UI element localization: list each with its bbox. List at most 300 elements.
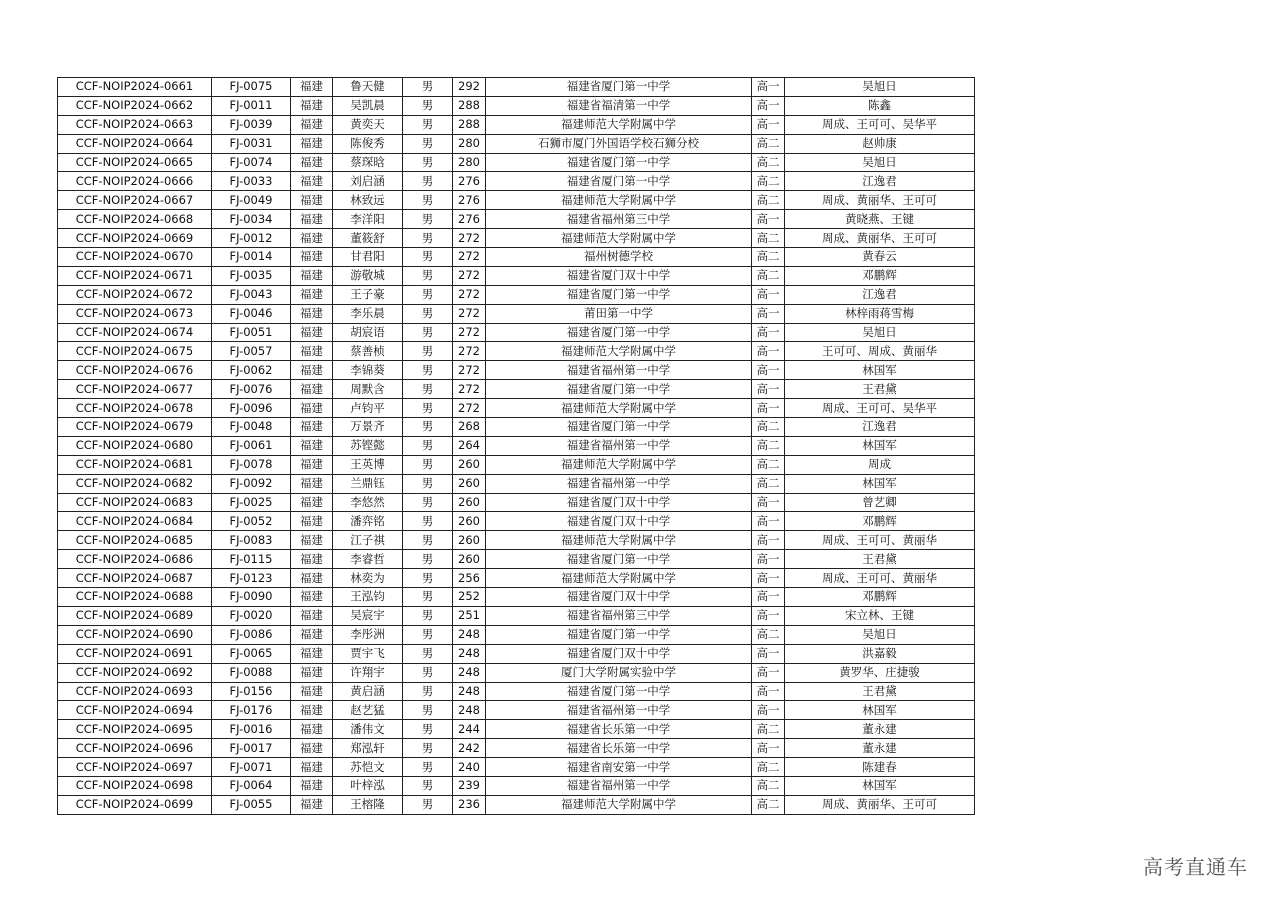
school-cell: 福建省厦门第一中学 (486, 418, 752, 437)
table-row (58, 172, 975, 191)
student-name-cell: 潘弈铭 (333, 512, 403, 531)
candidate-id-cell: CCF-NOIP2024-0665 (58, 153, 212, 172)
results-table (57, 77, 975, 815)
coach-cell: 林国军 (785, 776, 975, 795)
candidate-id-cell: CCF-NOIP2024-0671 (58, 266, 212, 285)
province-code-cell: FJ-0011 (212, 96, 291, 115)
province-cell: 福建 (291, 323, 333, 342)
gender-cell: 男 (403, 512, 453, 531)
coach-cell: 周成、黄丽华、王可可 (785, 191, 975, 210)
school-cell: 福建省厦门第一中学 (486, 78, 752, 97)
province-code-cell: FJ-0014 (212, 248, 291, 267)
school-cell: 福建师范大学附属中学 (486, 115, 752, 134)
school-cell: 福建省厦门双十中学 (486, 493, 752, 512)
school-cell: 福建省福州第三中学 (486, 606, 752, 625)
province-cell: 福建 (291, 285, 333, 304)
gender-cell: 男 (403, 210, 453, 229)
gender-cell: 男 (403, 795, 453, 814)
grade-cell: 高二 (752, 191, 785, 210)
school-cell: 福建省福州第一中学 (486, 776, 752, 795)
coach-cell: 陈建春 (785, 758, 975, 777)
score-cell: 268 (453, 418, 486, 437)
province-code-cell: FJ-0071 (212, 758, 291, 777)
coach-cell: 赵帅康 (785, 134, 975, 153)
school-cell: 福建省福州第一中学 (486, 436, 752, 455)
school-cell: 厦门大学附属实验中学 (486, 663, 752, 682)
coach-cell: 吴旭日 (785, 153, 975, 172)
school-cell: 福建省厦门第一中学 (486, 625, 752, 644)
province-cell: 福建 (291, 776, 333, 795)
table-row (58, 96, 975, 115)
coach-cell: 周成、王可可、黄丽华 (785, 569, 975, 588)
student-name-cell: 王子豪 (333, 285, 403, 304)
province-code-cell: FJ-0039 (212, 115, 291, 134)
student-name-cell: 李睿哲 (333, 550, 403, 569)
table-row (58, 682, 975, 701)
student-name-cell: 李悠然 (333, 493, 403, 512)
candidate-id-cell: CCF-NOIP2024-0662 (58, 96, 212, 115)
grade-cell: 高二 (752, 474, 785, 493)
gender-cell: 男 (403, 474, 453, 493)
score-cell: 272 (453, 248, 486, 267)
province-cell: 福建 (291, 399, 333, 418)
province-code-cell: FJ-0083 (212, 531, 291, 550)
table-row (58, 361, 975, 380)
grade-cell: 高一 (752, 606, 785, 625)
gender-cell: 男 (403, 399, 453, 418)
grade-cell: 高一 (752, 342, 785, 361)
student-name-cell: 蔡善桢 (333, 342, 403, 361)
table-row (58, 304, 975, 323)
coach-cell: 江逸君 (785, 172, 975, 191)
score-cell: 272 (453, 399, 486, 418)
school-cell: 福建省厦门第一中学 (486, 682, 752, 701)
school-cell: 石狮市厦门外国语学校石狮分校 (486, 134, 752, 153)
grade-cell: 高二 (752, 418, 785, 437)
candidate-id-cell: CCF-NOIP2024-0693 (58, 682, 212, 701)
coach-cell: 曾艺卿 (785, 493, 975, 512)
score-cell: 276 (453, 191, 486, 210)
province-cell: 福建 (291, 739, 333, 758)
gender-cell: 男 (403, 569, 453, 588)
student-name-cell: 甘君阳 (333, 248, 403, 267)
school-cell: 福建师范大学附属中学 (486, 229, 752, 248)
province-code-cell: FJ-0043 (212, 285, 291, 304)
gender-cell: 男 (403, 436, 453, 455)
school-cell: 莆田第一中学 (486, 304, 752, 323)
province-code-cell: FJ-0123 (212, 569, 291, 588)
candidate-id-cell: CCF-NOIP2024-0686 (58, 550, 212, 569)
candidate-id-cell: CCF-NOIP2024-0689 (58, 606, 212, 625)
candidate-id-cell: CCF-NOIP2024-0680 (58, 436, 212, 455)
gender-cell: 男 (403, 588, 453, 607)
grade-cell: 高一 (752, 78, 785, 97)
province-cell: 福建 (291, 304, 333, 323)
province-code-cell: FJ-0096 (212, 399, 291, 418)
province-cell: 福建 (291, 455, 333, 474)
coach-cell: 周成、黄丽华、王可可 (785, 229, 975, 248)
student-name-cell: 万景齐 (333, 418, 403, 437)
coach-cell: 周成、王可可、吴华平 (785, 115, 975, 134)
coach-cell: 周成、王可可、黄丽华 (785, 531, 975, 550)
grade-cell: 高一 (752, 701, 785, 720)
score-cell: 248 (453, 625, 486, 644)
school-cell: 福建省福州第三中学 (486, 210, 752, 229)
grade-cell: 高一 (752, 550, 785, 569)
gender-cell: 男 (403, 455, 453, 474)
student-name-cell: 苏铿懿 (333, 436, 403, 455)
coach-cell: 宋立林、王键 (785, 606, 975, 625)
score-cell: 272 (453, 380, 486, 399)
student-name-cell: 吴凯晨 (333, 96, 403, 115)
candidate-id-cell: CCF-NOIP2024-0696 (58, 739, 212, 758)
gender-cell: 男 (403, 758, 453, 777)
score-cell: 280 (453, 153, 486, 172)
candidate-id-cell: CCF-NOIP2024-0667 (58, 191, 212, 210)
coach-cell: 王君黛 (785, 682, 975, 701)
score-cell: 251 (453, 606, 486, 625)
student-name-cell: 周默含 (333, 380, 403, 399)
score-cell: 248 (453, 682, 486, 701)
province-code-cell: FJ-0076 (212, 380, 291, 399)
province-code-cell: FJ-0062 (212, 361, 291, 380)
coach-cell: 洪嘉毅 (785, 644, 975, 663)
candidate-id-cell: CCF-NOIP2024-0685 (58, 531, 212, 550)
province-cell: 福建 (291, 153, 333, 172)
school-cell: 福建省长乐第一中学 (486, 739, 752, 758)
grade-cell: 高一 (752, 493, 785, 512)
candidate-id-cell: CCF-NOIP2024-0670 (58, 248, 212, 267)
province-code-cell: FJ-0046 (212, 304, 291, 323)
province-code-cell: FJ-0086 (212, 625, 291, 644)
province-cell: 福建 (291, 682, 333, 701)
province-code-cell: FJ-0020 (212, 606, 291, 625)
province-cell: 福建 (291, 644, 333, 663)
student-name-cell: 贾宇飞 (333, 644, 403, 663)
grade-cell: 高一 (752, 399, 785, 418)
coach-cell: 林国军 (785, 701, 975, 720)
school-cell: 福建省福清第一中学 (486, 96, 752, 115)
province-cell: 福建 (291, 266, 333, 285)
student-name-cell: 董筱舒 (333, 229, 403, 248)
table-row (58, 153, 975, 172)
gender-cell: 男 (403, 550, 453, 569)
table-row (58, 588, 975, 607)
school-cell: 福建省厦门第一中学 (486, 380, 752, 399)
score-cell: 272 (453, 229, 486, 248)
coach-cell: 林梓雨蒋雪梅 (785, 304, 975, 323)
score-cell: 272 (453, 342, 486, 361)
table-row (58, 418, 975, 437)
gender-cell: 男 (403, 625, 453, 644)
gender-cell: 男 (403, 493, 453, 512)
grade-cell: 高一 (752, 304, 785, 323)
province-code-cell: FJ-0057 (212, 342, 291, 361)
grade-cell: 高二 (752, 172, 785, 191)
score-cell: 260 (453, 455, 486, 474)
school-cell: 福建师范大学附属中学 (486, 399, 752, 418)
candidate-id-cell: CCF-NOIP2024-0661 (58, 78, 212, 97)
province-cell: 福建 (291, 531, 333, 550)
student-name-cell: 黄启涵 (333, 682, 403, 701)
province-code-cell: FJ-0156 (212, 682, 291, 701)
grade-cell: 高一 (752, 380, 785, 399)
student-name-cell: 兰鼎钰 (333, 474, 403, 493)
province-cell: 福建 (291, 229, 333, 248)
province-cell: 福建 (291, 418, 333, 437)
score-cell: 260 (453, 493, 486, 512)
score-cell: 288 (453, 96, 486, 115)
score-cell: 240 (453, 758, 486, 777)
coach-cell: 陈鑫 (785, 96, 975, 115)
grade-cell: 高二 (752, 758, 785, 777)
table-body (58, 78, 975, 815)
candidate-id-cell: CCF-NOIP2024-0683 (58, 493, 212, 512)
table-row (58, 493, 975, 512)
score-cell: 276 (453, 172, 486, 191)
coach-cell: 董永建 (785, 739, 975, 758)
score-cell: 239 (453, 776, 486, 795)
student-name-cell: 李洋阳 (333, 210, 403, 229)
score-cell: 272 (453, 285, 486, 304)
province-code-cell: FJ-0088 (212, 663, 291, 682)
school-cell: 福建省长乐第一中学 (486, 720, 752, 739)
gender-cell: 男 (403, 361, 453, 380)
gender-cell: 男 (403, 663, 453, 682)
student-name-cell: 游敬城 (333, 266, 403, 285)
province-code-cell: FJ-0090 (212, 588, 291, 607)
gender-cell: 男 (403, 229, 453, 248)
score-cell: 272 (453, 266, 486, 285)
candidate-id-cell: CCF-NOIP2024-0691 (58, 644, 212, 663)
school-cell: 福建省厦门第一中学 (486, 153, 752, 172)
grade-cell: 高一 (752, 588, 785, 607)
candidate-id-cell: CCF-NOIP2024-0694 (58, 701, 212, 720)
table-row (58, 701, 975, 720)
gender-cell: 男 (403, 172, 453, 191)
province-cell: 福建 (291, 720, 333, 739)
province-code-cell: FJ-0176 (212, 701, 291, 720)
coach-cell: 周成、王可可、吴华平 (785, 399, 975, 418)
student-name-cell: 李彤洲 (333, 625, 403, 644)
school-cell: 福建师范大学附属中学 (486, 531, 752, 550)
grade-cell: 高一 (752, 682, 785, 701)
province-cell: 福建 (291, 342, 333, 361)
grade-cell: 高一 (752, 569, 785, 588)
province-code-cell: FJ-0025 (212, 493, 291, 512)
province-code-cell: FJ-0065 (212, 644, 291, 663)
grade-cell: 高二 (752, 153, 785, 172)
candidate-id-cell: CCF-NOIP2024-0692 (58, 663, 212, 682)
gender-cell: 男 (403, 682, 453, 701)
coach-cell: 江逸君 (785, 418, 975, 437)
coach-cell: 黄晓燕、王键 (785, 210, 975, 229)
gender-cell: 男 (403, 776, 453, 795)
student-name-cell: 吴宸宇 (333, 606, 403, 625)
score-cell: 288 (453, 115, 486, 134)
watermark-text: 高考直通车 (1143, 855, 1248, 879)
province-cell: 福建 (291, 436, 333, 455)
gender-cell: 男 (403, 266, 453, 285)
school-cell: 福建师范大学附属中学 (486, 191, 752, 210)
grade-cell: 高一 (752, 210, 785, 229)
province-cell: 福建 (291, 474, 333, 493)
score-cell: 280 (453, 134, 486, 153)
score-cell: 264 (453, 436, 486, 455)
candidate-id-cell: CCF-NOIP2024-0674 (58, 323, 212, 342)
province-code-cell: FJ-0055 (212, 795, 291, 814)
province-code-cell: FJ-0115 (212, 550, 291, 569)
student-name-cell: 黄奕天 (333, 115, 403, 134)
province-cell: 福建 (291, 96, 333, 115)
gender-cell: 男 (403, 115, 453, 134)
table-row (58, 720, 975, 739)
table-row (58, 115, 975, 134)
province-cell: 福建 (291, 588, 333, 607)
grade-cell: 高二 (752, 229, 785, 248)
table-row (58, 512, 975, 531)
school-cell: 福建省福州第一中学 (486, 474, 752, 493)
candidate-id-cell: CCF-NOIP2024-0664 (58, 134, 212, 153)
coach-cell: 黄罗华、庄捷骏 (785, 663, 975, 682)
gender-cell: 男 (403, 380, 453, 399)
province-code-cell: FJ-0052 (212, 512, 291, 531)
student-name-cell: 江子祺 (333, 531, 403, 550)
grade-cell: 高二 (752, 134, 785, 153)
candidate-id-cell: CCF-NOIP2024-0678 (58, 399, 212, 418)
score-cell: 248 (453, 644, 486, 663)
grade-cell: 高一 (752, 115, 785, 134)
province-cell: 福建 (291, 550, 333, 569)
table-row (58, 78, 975, 97)
grade-cell: 高二 (752, 266, 785, 285)
school-cell: 福建省福州第一中学 (486, 701, 752, 720)
gender-cell: 男 (403, 134, 453, 153)
student-name-cell: 许翔宇 (333, 663, 403, 682)
grade-cell: 高一 (752, 361, 785, 380)
province-code-cell: FJ-0012 (212, 229, 291, 248)
score-cell: 248 (453, 663, 486, 682)
gender-cell: 男 (403, 304, 453, 323)
score-cell: 248 (453, 701, 486, 720)
student-name-cell: 李乐晨 (333, 304, 403, 323)
table-row (58, 606, 975, 625)
province-cell: 福建 (291, 191, 333, 210)
student-name-cell: 林奕为 (333, 569, 403, 588)
table-row (58, 739, 975, 758)
province-code-cell: FJ-0064 (212, 776, 291, 795)
table-row (58, 323, 975, 342)
coach-cell: 吴旭日 (785, 78, 975, 97)
table-row (58, 569, 975, 588)
student-name-cell: 胡宸语 (333, 323, 403, 342)
province-code-cell: FJ-0078 (212, 455, 291, 474)
table-row (58, 455, 975, 474)
gender-cell: 男 (403, 720, 453, 739)
grade-cell: 高二 (752, 455, 785, 474)
coach-cell: 邓鹏辉 (785, 266, 975, 285)
province-cell: 福建 (291, 115, 333, 134)
school-cell: 福建省厦门第一中学 (486, 550, 752, 569)
school-cell: 福建省厦门双十中学 (486, 512, 752, 531)
province-cell: 福建 (291, 380, 333, 399)
province-cell: 福建 (291, 795, 333, 814)
gender-cell: 男 (403, 531, 453, 550)
score-cell: 236 (453, 795, 486, 814)
score-cell: 256 (453, 569, 486, 588)
grade-cell: 高二 (752, 625, 785, 644)
student-name-cell: 卢钧平 (333, 399, 403, 418)
province-cell: 福建 (291, 663, 333, 682)
candidate-id-cell: CCF-NOIP2024-0681 (58, 455, 212, 474)
grade-cell: 高二 (752, 720, 785, 739)
province-cell: 福建 (291, 625, 333, 644)
grade-cell: 高一 (752, 323, 785, 342)
student-name-cell: 王英博 (333, 455, 403, 474)
province-code-cell: FJ-0051 (212, 323, 291, 342)
gender-cell: 男 (403, 342, 453, 361)
province-code-cell: FJ-0092 (212, 474, 291, 493)
coach-cell: 林国军 (785, 474, 975, 493)
province-code-cell: FJ-0016 (212, 720, 291, 739)
school-cell: 福建师范大学附属中学 (486, 795, 752, 814)
coach-cell: 王可可、周成、黄丽华 (785, 342, 975, 361)
coach-cell: 黄春云 (785, 248, 975, 267)
coach-cell: 林国军 (785, 361, 975, 380)
grade-cell: 高一 (752, 512, 785, 531)
table-row (58, 663, 975, 682)
coach-cell: 周成、黄丽华、王可可 (785, 795, 975, 814)
coach-cell: 林国军 (785, 436, 975, 455)
table-row (58, 531, 975, 550)
coach-cell: 江逸君 (785, 285, 975, 304)
candidate-id-cell: CCF-NOIP2024-0666 (58, 172, 212, 191)
gender-cell: 男 (403, 78, 453, 97)
table-row (58, 285, 975, 304)
candidate-id-cell: CCF-NOIP2024-0684 (58, 512, 212, 531)
table-row (58, 134, 975, 153)
gender-cell: 男 (403, 701, 453, 720)
student-name-cell: 鲁天健 (333, 78, 403, 97)
province-cell: 福建 (291, 134, 333, 153)
score-cell: 272 (453, 361, 486, 380)
candidate-id-cell: CCF-NOIP2024-0673 (58, 304, 212, 323)
table-row (58, 248, 975, 267)
province-code-cell: FJ-0048 (212, 418, 291, 437)
table-row (58, 191, 975, 210)
score-cell: 260 (453, 512, 486, 531)
table-row (58, 474, 975, 493)
candidate-id-cell: CCF-NOIP2024-0697 (58, 758, 212, 777)
score-cell: 272 (453, 304, 486, 323)
province-code-cell: FJ-0017 (212, 739, 291, 758)
gender-cell: 男 (403, 323, 453, 342)
candidate-id-cell: CCF-NOIP2024-0688 (58, 588, 212, 607)
gender-cell: 男 (403, 644, 453, 663)
gender-cell: 男 (403, 418, 453, 437)
province-cell: 福建 (291, 248, 333, 267)
table-row (58, 266, 975, 285)
table-row (58, 229, 975, 248)
school-cell: 福建省厦门第一中学 (486, 285, 752, 304)
score-cell: 292 (453, 78, 486, 97)
school-cell: 福建省南安第一中学 (486, 758, 752, 777)
table-row (58, 776, 975, 795)
table-row (58, 436, 975, 455)
grade-cell: 高一 (752, 739, 785, 758)
school-cell: 福州树德学校 (486, 248, 752, 267)
score-cell: 252 (453, 588, 486, 607)
